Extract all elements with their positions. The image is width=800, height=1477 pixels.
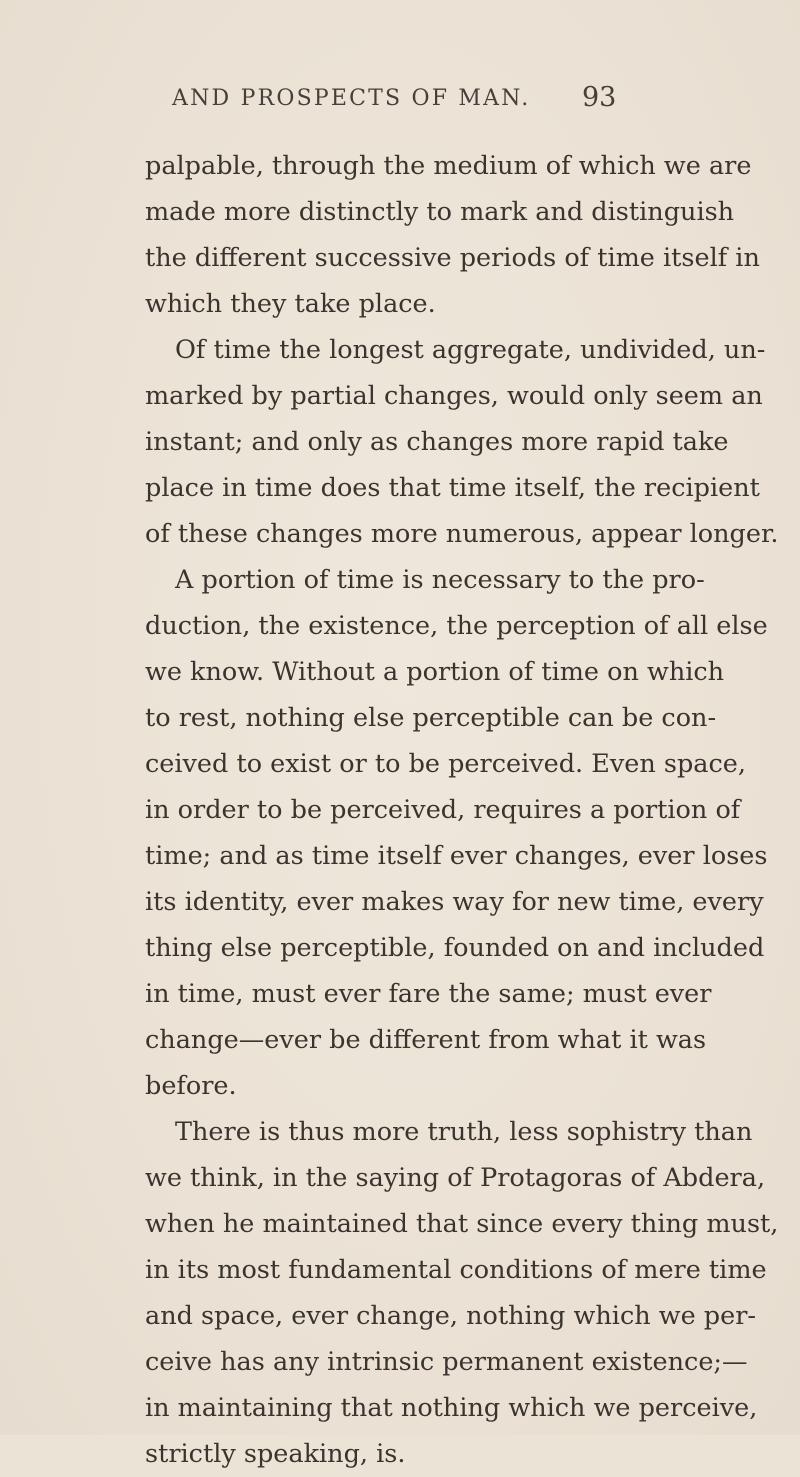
text-line: change—ever be different from what it was (145, 1025, 707, 1055)
text-line: made more distinctly to mark and distinguish (145, 197, 735, 227)
text-line: in its most fundamental conditions of mere time (145, 1255, 767, 1285)
text-line: we know. Without a portion of time on which (145, 657, 725, 687)
text-line: in time, must ever fare the same; must ever (145, 979, 712, 1009)
text-line: strictly speaking, is. (145, 1439, 406, 1469)
text-line: thing else perceptible, founded on and included (145, 933, 765, 963)
text-line: we think, in the saying of Protagoras of Abdera, (145, 1163, 766, 1193)
text-line: palpable, through the medium of which we are (145, 151, 752, 181)
page-number: 93 (582, 82, 617, 113)
text-line: Of time the longest aggregate, undivided, un- (175, 335, 766, 365)
body-text (145, 143, 779, 1477)
text-line: marked by partial changes, would only seem an (145, 381, 763, 411)
text-line: ceive has any intrinsic permanent existence;— (145, 1347, 748, 1377)
text-line: before. (145, 1071, 237, 1101)
text-line: to rest, nothing else perceptible can be con- (145, 703, 717, 733)
text-line: place in time does that time itself, the recipient (145, 473, 760, 503)
text-line: of these changes more numerous, appear longer. (145, 519, 779, 549)
text-line: when he maintained that since every thing must, (145, 1209, 779, 1239)
text-line: ceived to exist or to be perceived. Even space, (145, 749, 746, 779)
text-line: which they take place. (145, 289, 436, 319)
text-line: in order to be perceived, requires a portion of (145, 795, 741, 825)
text-line: instant; and only as changes more rapid take (145, 427, 729, 457)
text-line: and space, ever change, nothing which we per- (145, 1301, 757, 1331)
text-line: its identity, ever makes way for new time, every (145, 887, 764, 917)
text-line: There is thus more truth, less sophistry than (175, 1117, 753, 1147)
text-line: time; and as time itself ever changes, ever loses (145, 841, 768, 871)
running-head: AND PROSPECTS OF MAN. (172, 86, 531, 111)
text-line: A portion of time is necessary to the pro- (175, 565, 705, 595)
text-line: duction, the existence, the perception of all else (145, 611, 768, 641)
text-line: the different successive periods of time itself in (145, 243, 760, 273)
text-line: in maintaining that nothing which we perceive, (145, 1393, 758, 1423)
